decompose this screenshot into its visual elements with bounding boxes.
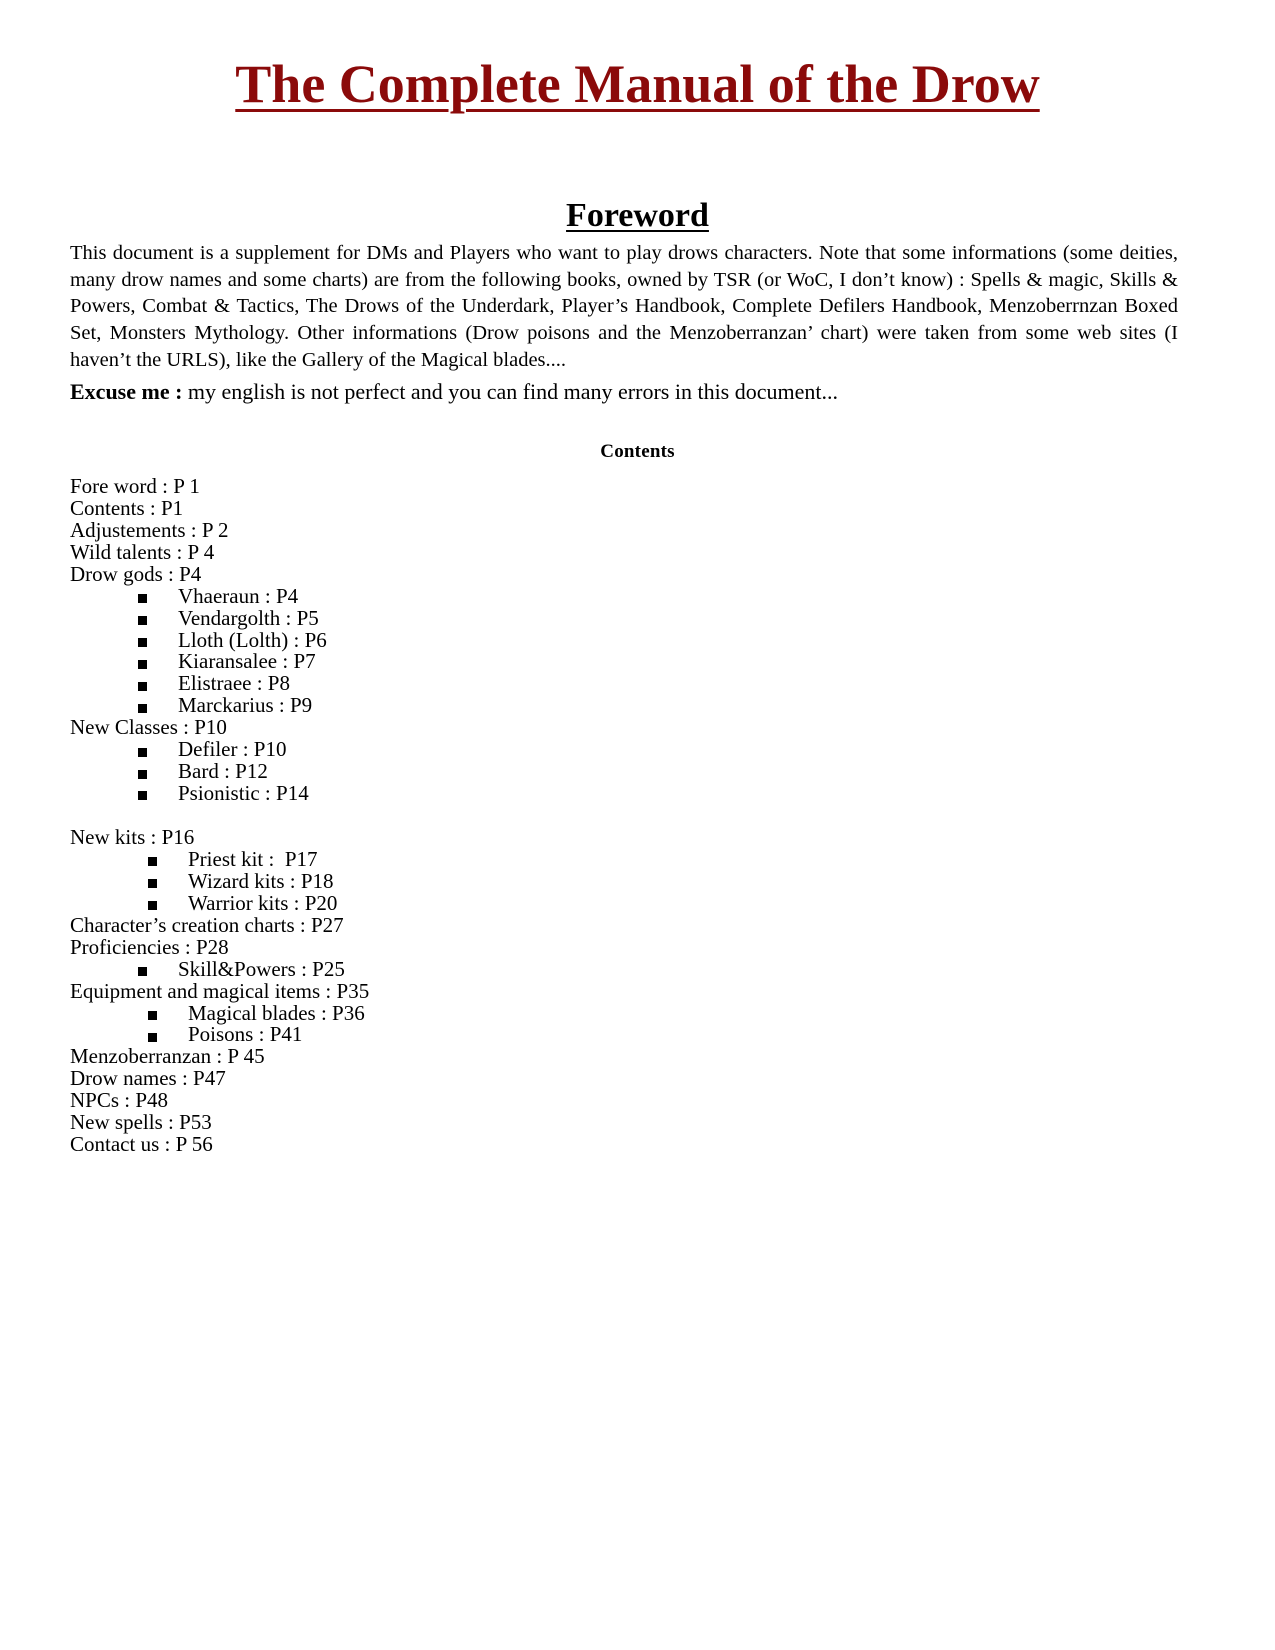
toc-entry-label: New spells : P53	[70, 1110, 212, 1135]
square-bullet-icon	[138, 791, 147, 800]
foreword-heading	[70, 113, 1205, 234]
toc-entry[interactable]	[70, 517, 1205, 542]
toc-entry[interactable]	[70, 695, 1205, 717]
excuse-note	[70, 377, 1205, 407]
toc-entry[interactable]	[70, 1000, 1205, 1025]
toc-entry-label: Adjustements : P 2	[70, 517, 229, 542]
toc-entry[interactable]	[70, 1134, 1205, 1156]
toc-entry[interactable]	[70, 583, 1205, 608]
toc-entry-label: Poisons : P41	[188, 1022, 303, 1047]
page-content	[70, 0, 1205, 1156]
toc-entry[interactable]	[70, 673, 1205, 695]
toc-entry[interactable]	[70, 1090, 1205, 1112]
square-bullet-icon	[138, 616, 147, 625]
toc-entry-label: Skill&Powers : P25	[178, 956, 345, 981]
toc-entry-label: Psionistic : P14	[178, 781, 309, 806]
toc-entry-label: Character’s creation charts : P27	[70, 912, 344, 937]
foreword-paragraph: This document is a supplement for DMs and Players who want to play drows characters. Note that some informations (some deities, many drow names and some charts) are from the following books, owned by TSR (or WoC, I don’t know) : Spells & magic, Skills & Powers, Combat & Tactics, The Drows of the Underdark, Player’s Handbook, Complete Defilers Handbook, Menzoberrnzan Boxed Set, Monsters Mythology. Other informations (Drow poisons and the Menzoberranzan’ chart) were taken from some web sites (I haven’t the URLS), like the Gallery of the Magical blades....	[70, 242, 1178, 371]
square-bullet-icon	[148, 1011, 157, 1020]
toc-entry-label: Equipment and magical items : P35	[70, 978, 370, 1003]
toc-entry[interactable]	[70, 868, 1205, 893]
toc-entry[interactable]	[70, 561, 1205, 586]
page-title-text: The Complete Manual of the Drow	[235, 54, 1040, 114]
toc-entry[interactable]	[70, 846, 1205, 871]
toc-entry[interactable]	[70, 1068, 1205, 1090]
toc-entry[interactable]	[70, 539, 1205, 564]
contents-heading: Contents	[600, 440, 675, 462]
square-bullet-icon	[138, 638, 147, 647]
toc-entry-label: Wild talents : P 4	[70, 539, 215, 564]
toc-entry[interactable]	[70, 761, 1205, 783]
toc-entry-label: Priest kit : P17	[188, 846, 318, 871]
square-bullet-icon	[138, 660, 147, 669]
toc-entry-label: Vhaeraun : P4	[178, 583, 299, 608]
excuse-label: Excuse me :	[70, 379, 183, 405]
toc-entry[interactable]	[70, 890, 1205, 915]
toc-entry[interactable]	[70, 739, 1205, 761]
toc-entry[interactable]	[70, 978, 1205, 1003]
square-bullet-icon	[148, 901, 157, 910]
square-bullet-icon	[148, 1033, 157, 1042]
toc-entry-label: Marckarius : P9	[178, 693, 313, 718]
table-of-contents	[70, 473, 1205, 1157]
toc-entry-label: Bard : P12	[178, 759, 268, 784]
toc-entry[interactable]	[70, 717, 1205, 739]
toc-entry[interactable]	[70, 934, 1205, 959]
toc-entry[interactable]	[70, 1112, 1205, 1134]
toc-entry[interactable]	[70, 1046, 1205, 1068]
toc-entry-label: Drow gods : P4	[70, 561, 202, 586]
toc-entry[interactable]	[70, 651, 1205, 673]
toc-entry-label: Magical blades : P36	[188, 1000, 365, 1025]
toc-entry[interactable]	[70, 627, 1205, 652]
square-bullet-icon	[138, 748, 147, 757]
toc-entry[interactable]	[70, 956, 1205, 981]
toc-entry-label: Defiler : P10	[178, 737, 287, 762]
toc-entry-label: Drow names : P47	[70, 1066, 226, 1091]
toc-entry-label: NPCs : P48	[70, 1088, 169, 1113]
toc-entry-label: Vendargolth : P5	[178, 605, 319, 630]
foreword-heading-text: Foreword	[566, 196, 709, 234]
square-bullet-icon	[138, 770, 147, 779]
toc-entry[interactable]	[70, 783, 1205, 805]
toc-entry-label: Elistraee : P8	[178, 671, 290, 696]
square-bullet-icon	[148, 857, 157, 866]
toc-entry-label: Kiaransalee : P7	[178, 649, 316, 674]
toc-entry[interactable]	[70, 495, 1205, 520]
toc-entry-label: New Classes : P10	[70, 715, 227, 740]
excuse-text: my english is not perfect and you can find many errors in this document...	[182, 379, 838, 405]
square-bullet-icon	[138, 594, 147, 603]
toc-entry-label: Menzoberranzan : P 45	[70, 1044, 265, 1069]
toc-spacer	[70, 805, 1205, 827]
toc-entry[interactable]	[70, 827, 1205, 849]
toc-entry-label: Wizard kits : P18	[188, 868, 334, 893]
square-bullet-icon	[138, 704, 147, 713]
square-bullet-icon	[138, 967, 147, 976]
page-title	[70, 0, 1205, 113]
toc-entry-label: Fore word : P 1	[70, 473, 200, 498]
toc-entry[interactable]	[70, 1024, 1205, 1046]
toc-entry[interactable]	[70, 605, 1205, 630]
toc-entry-label: Lloth (Lolth) : P6	[178, 627, 327, 652]
toc-entry-label: Proficiencies : P28	[70, 934, 229, 959]
square-bullet-icon	[138, 682, 147, 691]
square-bullet-icon	[148, 879, 157, 888]
toc-entry[interactable]	[70, 912, 1205, 937]
toc-entry-label: Contents : P1	[70, 495, 184, 520]
toc-entry-label: New kits : P16	[70, 825, 195, 850]
toc-entry[interactable]	[70, 473, 1205, 498]
toc-entry-label: Warrior kits : P20	[188, 890, 338, 915]
toc-entry-label: Contact us : P 56	[70, 1132, 213, 1157]
